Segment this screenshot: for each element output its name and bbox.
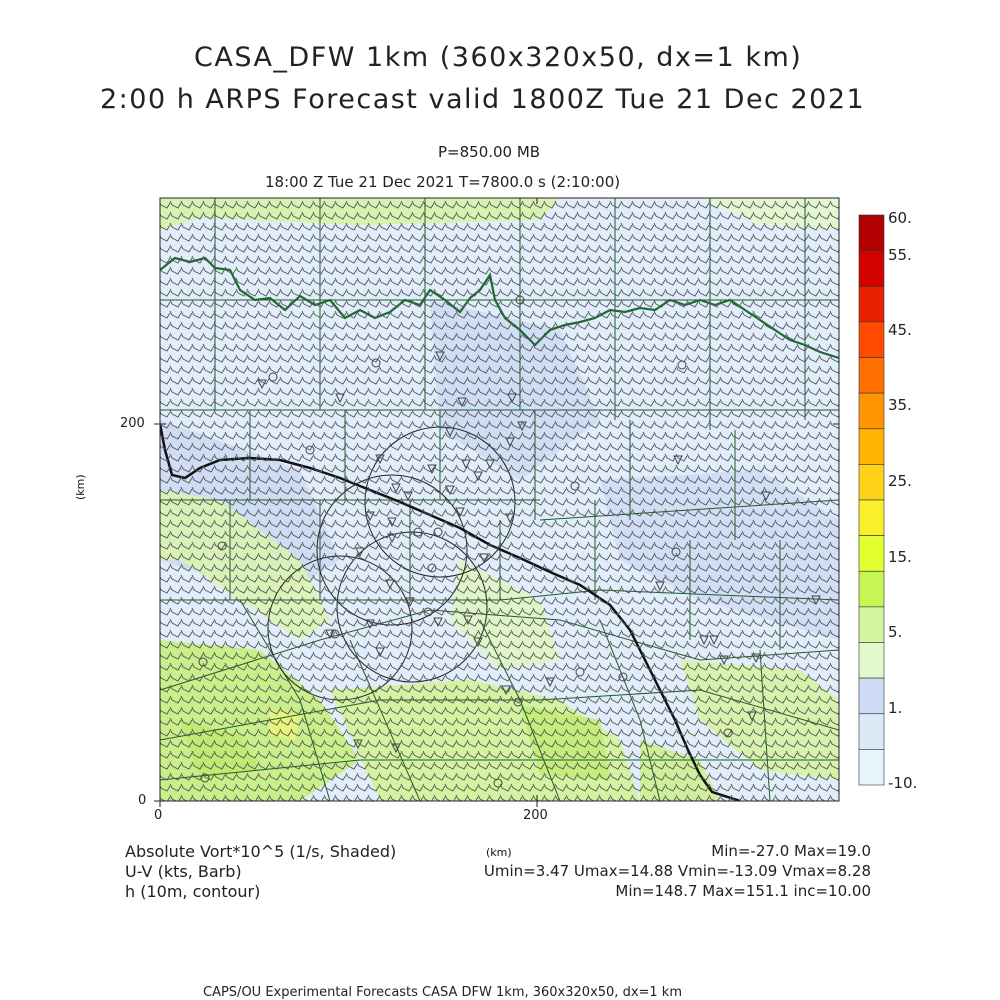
colorbar-label: 15.	[888, 548, 912, 566]
colorbar-cell	[859, 286, 884, 322]
colorbar-cell	[859, 607, 884, 643]
legend-field-height: h (10m, contour)	[125, 882, 261, 901]
time-label: 18:00 Z Tue 21 Dec 2021 T=7800.0 s (2:10:00)	[265, 173, 621, 191]
colorbar-cell	[859, 429, 884, 465]
colorbar	[859, 215, 884, 785]
legend-stats-height: Min=148.7 Max=151.1 inc=10.00	[615, 882, 871, 900]
x-tick-200: 200	[523, 808, 548, 823]
title-line-1: CASA_DFW 1km (360x320x50, dx=1 km)	[194, 42, 803, 73]
colorbar-label: 35.	[888, 396, 912, 414]
colorbar-cell	[859, 358, 884, 394]
colorbar-label: 25.	[888, 472, 912, 490]
colorbar-label: -10.	[888, 774, 918, 792]
colorbar-cell	[859, 464, 884, 500]
y-tick-0: 0	[138, 793, 147, 808]
colorbar-cell	[859, 678, 884, 714]
colorbar-label: 5.	[888, 623, 903, 641]
colorbar-cell	[859, 215, 884, 251]
colorbar-label: 1.	[888, 699, 903, 717]
colorbar-cell	[859, 571, 884, 607]
legend-stats-vorticity: Min=-27.0 Max=19.0	[711, 842, 871, 860]
colorbar-cell	[859, 393, 884, 429]
colorbar-cell	[859, 749, 884, 785]
legend-field-wind: U-V (kts, Barb)	[125, 862, 242, 881]
y-axis-unit: (km)	[74, 474, 87, 500]
colorbar-cell	[859, 643, 884, 679]
colorbar-cell	[859, 500, 884, 536]
colorbar-cell	[859, 714, 884, 750]
colorbar-label: 60.	[888, 209, 912, 227]
x-tick-0: 0	[154, 808, 163, 823]
colorbar-cell	[859, 322, 884, 358]
x-axis-unit: (km)	[486, 846, 512, 859]
footer-credit: CAPS/OU Experimental Forecasts CASA DFW 1km, 360x320x50, dx=1 km	[203, 985, 683, 1000]
colorbar-label: 55.	[888, 246, 912, 264]
pressure-label: P=850.00 MB	[438, 143, 541, 161]
colorbar-cell	[859, 536, 884, 572]
title-line-2: 2:00 h ARPS Forecast valid 1800Z Tue 21 Dec 2021	[100, 84, 866, 115]
vorticity-shading	[148, 198, 852, 802]
legend-stats-wind: Umin=3.47 Umax=14.88 Vmin=-13.09 Vmax=8.28	[483, 862, 871, 880]
colorbar-label: 45.	[888, 321, 912, 339]
y-tick-200: 200	[120, 416, 145, 431]
legend-field-vorticity: Absolute Vort*10^5 (1/s, Shaded)	[125, 842, 397, 861]
colorbar-cell	[859, 251, 884, 287]
